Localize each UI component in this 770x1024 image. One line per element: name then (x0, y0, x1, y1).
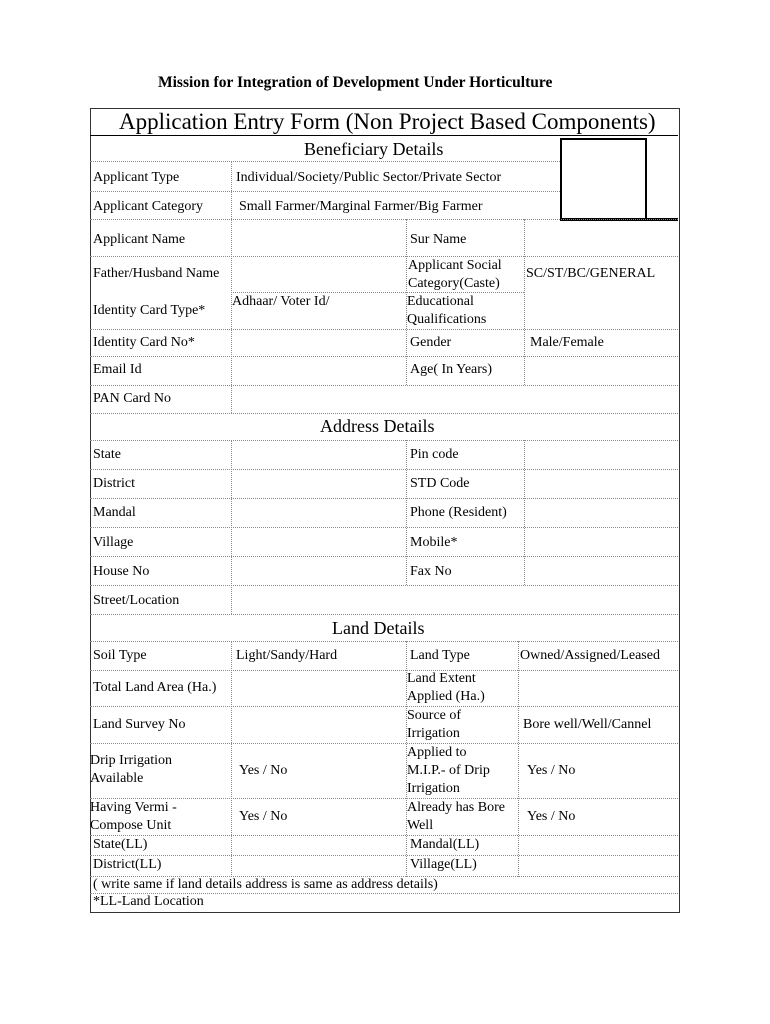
educational-qualifications-label: Educational Qualifications (407, 294, 487, 327)
land-type-value[interactable]: Owned/Assigned/Leased (520, 648, 660, 663)
village-label: Village (93, 535, 134, 550)
applicant-category-value[interactable]: Small Farmer/Marginal Farmer/Big Farmer (239, 199, 483, 214)
divider (90, 556, 678, 557)
divider (231, 219, 232, 413)
applicant-name-label: Applicant Name (93, 232, 186, 247)
divider (90, 356, 678, 357)
std-code-label: STD Code (410, 476, 470, 491)
ll-note: *LL-Land Location (93, 894, 204, 909)
source-of-irrigation-value[interactable]: Bore well/Well/Cannel (523, 717, 652, 732)
applied-mip-value[interactable]: Yes / No (527, 763, 576, 778)
divider (90, 219, 678, 220)
soil-type-value[interactable]: Light/Sandy/Hard (236, 648, 338, 663)
vermi-compose-value[interactable]: Yes / No (239, 809, 288, 824)
vermi-compose-label: Having Vermi - Compose Unit (90, 800, 177, 833)
divider (524, 219, 525, 385)
land-type-label: Land Type (410, 648, 470, 663)
divider (518, 641, 519, 877)
social-category-label: Applicant Social Category(Caste) (408, 258, 502, 291)
age-label: Age( In Years) (410, 362, 493, 377)
divider (90, 256, 678, 257)
mobile-label: Mobile* (410, 535, 458, 550)
source-of-irrigation-label: Source of Irrigation (407, 708, 462, 741)
district-ll-label: District(LL) (93, 857, 162, 872)
land-survey-no-label: Land Survey No (93, 717, 186, 732)
photo-box (560, 138, 647, 220)
sur-name-label: Sur Name (410, 232, 467, 247)
form-border (90, 108, 680, 913)
divider (90, 135, 678, 136)
soil-type-label: Soil Type (93, 648, 147, 663)
land-extent-label: Land Extent Applied (Ha.) (407, 671, 485, 704)
divider (90, 469, 678, 470)
fax-no-label: Fax No (410, 564, 452, 579)
state-label: State (93, 447, 121, 462)
divider (90, 706, 678, 707)
social-category-value[interactable]: SC/ST/BC/GENERAL (526, 266, 656, 281)
phone-resident-label: Phone (Resident) (410, 505, 507, 520)
pan-label: PAN Card No (93, 391, 172, 406)
divider (90, 498, 678, 499)
divider (90, 585, 678, 586)
drip-irrigation-value[interactable]: Yes / No (239, 763, 288, 778)
applied-mip-label: Applied to M.I.P.- of Drip Irrigation (407, 745, 490, 796)
district-label: District (93, 476, 135, 491)
divider (90, 440, 678, 441)
divider (90, 413, 678, 414)
divider (90, 385, 678, 386)
beneficiary-section-title: Beneficiary Details (304, 139, 444, 159)
form-title: Application Entry Form (Non Project Based Components) (119, 109, 656, 134)
divider (90, 161, 560, 162)
land-section-title: Land Details (332, 618, 425, 638)
village-ll-label: Village(LL) (410, 857, 477, 872)
divider (90, 527, 678, 528)
state-ll-label: State(LL) (93, 837, 148, 852)
email-label: Email Id (93, 362, 142, 377)
gender-label: Gender (410, 335, 452, 350)
divider (90, 855, 678, 856)
divider (90, 191, 560, 192)
bore-well-value[interactable]: Yes / No (527, 809, 576, 824)
mandal-ll-label: Mandal(LL) (410, 837, 480, 852)
divider (90, 614, 678, 615)
divider (90, 329, 678, 330)
divider (231, 161, 232, 219)
drip-irrigation-label: Drip Irrigation Available (90, 753, 173, 786)
org-title: Mission for Integration of Development Under Horticulture (158, 74, 553, 91)
divider (90, 743, 678, 744)
father-husband-label: Father/Husband Name (93, 266, 220, 281)
gender-value[interactable]: Male/Female (530, 335, 604, 350)
pin-code-label: Pin code (410, 447, 459, 462)
house-no-label: House No (93, 564, 150, 579)
identity-card-type-value[interactable]: Adhaar/ Voter Id/ (232, 294, 330, 309)
identity-card-type-label: Identity Card Type* (93, 303, 206, 318)
divider (90, 835, 678, 836)
total-land-area-label: Total Land Area (Ha.) (93, 680, 217, 695)
street-location-label: Street/Location (93, 593, 180, 608)
bore-well-label: Already has Bore Well (407, 800, 505, 833)
applicant-type-value[interactable]: Individual/Society/Public Sector/Private Sector (236, 170, 502, 185)
divider (524, 440, 525, 585)
address-section-title: Address Details (320, 416, 435, 436)
divider (90, 641, 678, 642)
identity-card-no-label: Identity Card No* (93, 335, 195, 350)
applicant-category-label: Applicant Category (93, 199, 204, 214)
divider (90, 670, 678, 671)
land-address-note: ( write same if land details address is same as address details) (93, 877, 438, 892)
applicant-type-label: Applicant Type (93, 170, 180, 185)
divider (406, 440, 407, 585)
mandal-label: Mandal (93, 505, 136, 520)
divider (231, 641, 232, 877)
